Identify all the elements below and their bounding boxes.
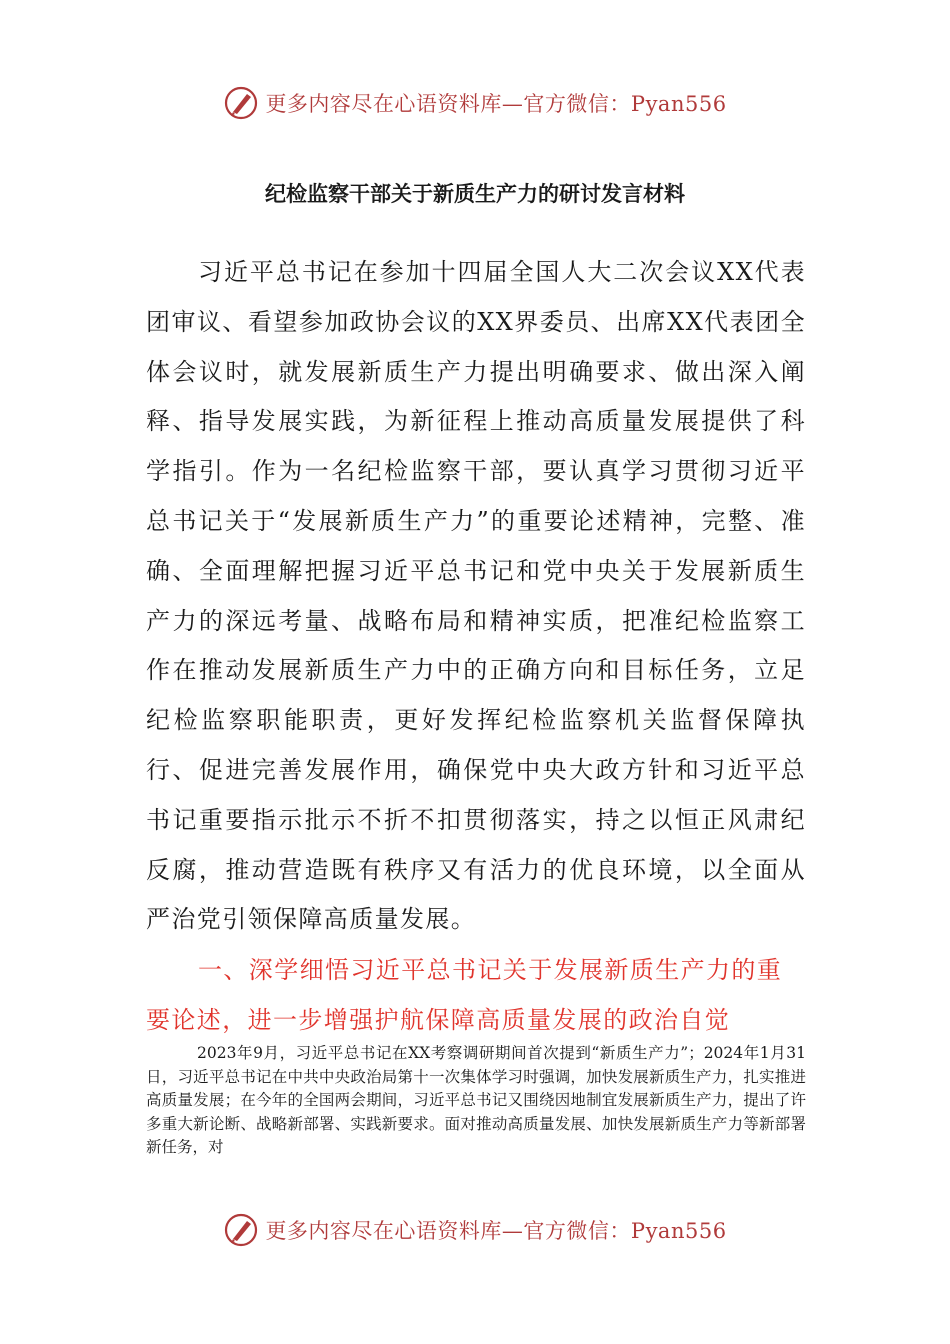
watermark-footer (0, 1210, 950, 1250)
document-title: 纪检监察干部关于新质生产力的研讨发言材料 (265, 181, 685, 206)
watermark-header (0, 83, 950, 123)
pen-logo-icon (223, 85, 259, 121)
watermark-text: 更多内容尽在心语资料库—官方微信：Pyan556 (265, 1219, 727, 1243)
section-heading: 一、深学细悟习近平总书记关于发展新质生产力的重要论述，进一步增强护航保障高质量发展的政治自觉 (146, 956, 783, 1034)
watermark-text: 更多内容尽在心语资料库—官方微信：Pyan556 (265, 92, 727, 116)
intro-paragraph: 习近平总书记在参加十四届全国人大二次会议XX代表团审议、看望参加政协会议的XX界委员、出席XX代表团全体会议时，就发展新质生产力提出明确要求、做出深入阐释、指导发展实践，为新征程上推动高质量发展提供了科学指引。作为一名纪检监察干部，要认真学习贯彻习近平总书记关于“发展新质生产力”的重要论述精神，完整、准确、全面理解把握习近平总书记和党中央关于发展新质生产力的深远考量、战略布局和精神实质，把准纪检监察工作在推动发展新质生产力中的正确方向和目标任务，立足纪检监察职能职责，更好发挥纪检监察机关监督保障执行、促进完善发展作用，确保党中央大政方针和习近平总书记重要指示批示不折不扣贯彻落实，持之以恒正风肃纪反腐，推动营造既有秩序又有活力的优良环境，以全面从严治党引领保障高质量发展。 (146, 258, 806, 934)
body-paragraph: 2023年9月，习近平总书记在XX考察调研期间首次提到“新质生产力”；2024年1月31日，习近平总书记在中共中央政治局第十一次集体学习时强调，加快发展新质生产力，扎实推进高质量发展；在今年的全国两会期间，习近平总书记又围绕因地制宜发展新质生产力，提出了许多重大新论断、战略新部署、实践新要求。面对推动高质量发展、加快发展新质生产力等新部署新任务，对 (146, 1044, 806, 1156)
pen-logo-icon (223, 1212, 259, 1248)
